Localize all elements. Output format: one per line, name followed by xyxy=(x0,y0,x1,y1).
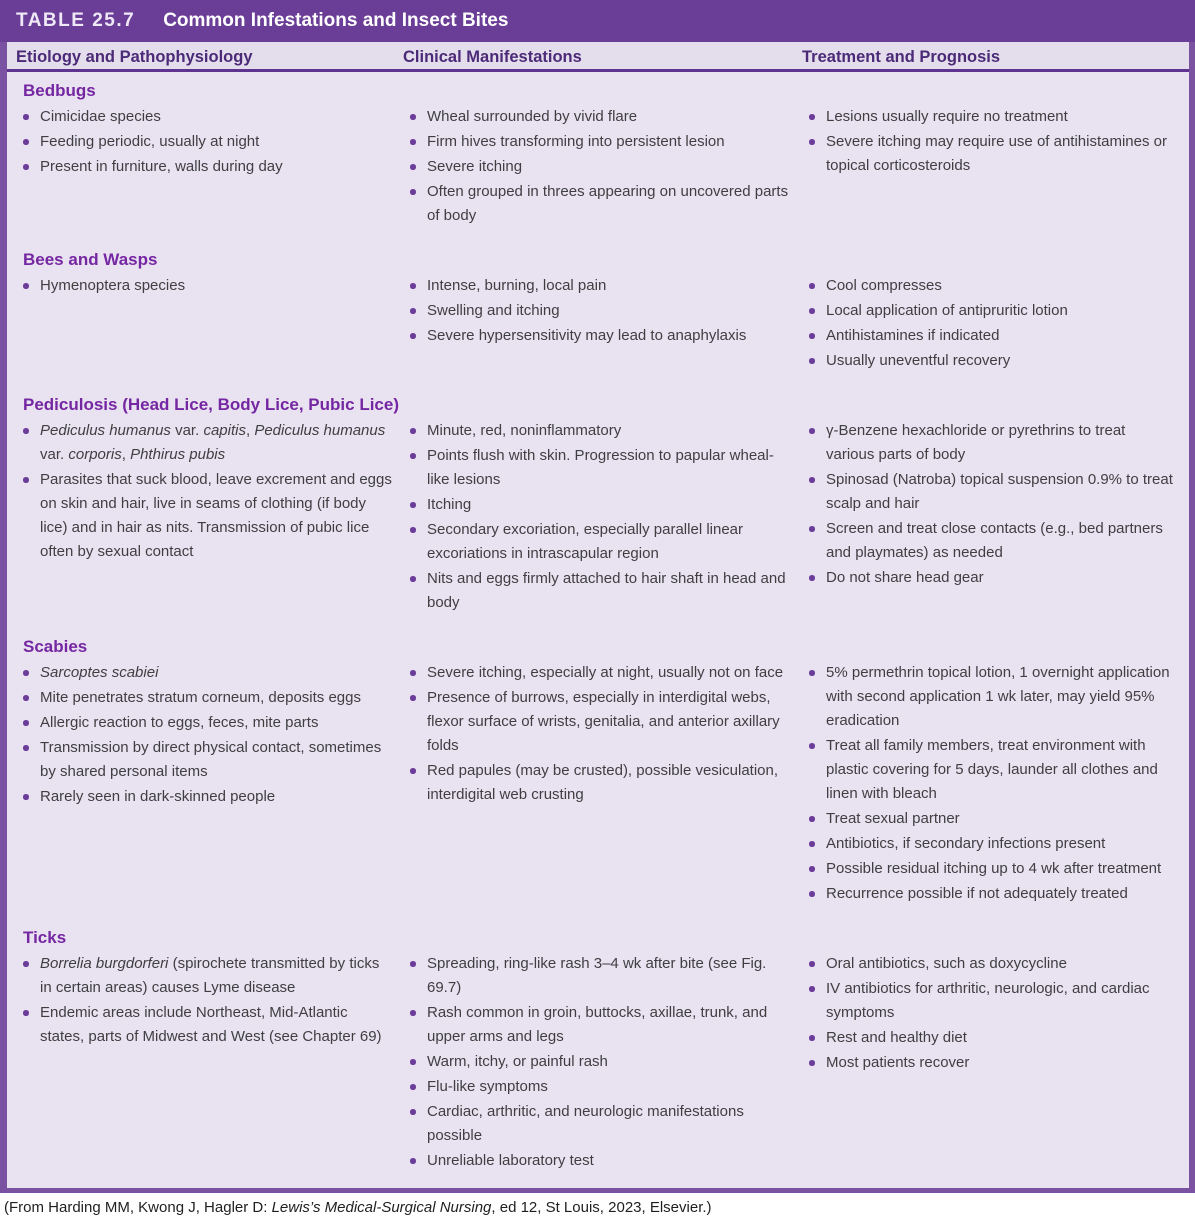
table-section xyxy=(16,927,1183,1174)
bullet-list xyxy=(802,274,1183,373)
cell-treatment xyxy=(802,419,1183,591)
section-heading: Pediculosis (Head Lice, Body Lice, Pubic Lice) xyxy=(23,395,399,414)
source-citation: (From Harding MM, Kwong J, Hagler D: Lewis’s Medical-Surgical Nursing, ed 12, St Louis, 2023, Elsevier.) xyxy=(0,1193,1195,1221)
bullet-item: Do not share head gear xyxy=(802,566,1183,590)
section-columns xyxy=(16,274,1183,374)
bullet-item: Intense, burning, local pain xyxy=(403,274,802,298)
table-label: TABLE 25.7 xyxy=(16,10,136,31)
bullet-item: Sarcoptes scabiei xyxy=(16,661,403,685)
bullet-item: Wheal surrounded by vivid flare xyxy=(403,105,802,129)
bullet-item: Cardiac, arthritic, and neurologic manifestations possible xyxy=(403,1100,802,1148)
table-section xyxy=(16,80,1183,229)
bullet-item: Antibiotics, if secondary infections present xyxy=(802,832,1183,856)
bullet-item: Warm, itchy, or painful rash xyxy=(403,1050,802,1074)
bullet-item: Itching xyxy=(403,493,802,517)
bullet-item: Oral antibiotics, such as doxycycline xyxy=(802,952,1183,976)
bullet-item: Severe itching may require use of antihistamines or topical corticosteroids xyxy=(802,130,1183,178)
bullet-item: Cimicidae species xyxy=(16,105,403,129)
bullet-item: Local application of antipruritic lotion xyxy=(802,299,1183,323)
bullet-item: Pediculus humanus var. capitis, Pediculus humanus var. corporis, Phthirus pubis xyxy=(16,419,403,467)
bullet-item: Cool compresses xyxy=(802,274,1183,298)
section-columns xyxy=(16,661,1183,907)
bullet-item: Lesions usually require no treatment xyxy=(802,105,1183,129)
column-header-clinical: Clinical Manifestations xyxy=(403,48,582,66)
bullet-list xyxy=(403,274,802,348)
table-title-bar xyxy=(0,0,1195,42)
bullet-list xyxy=(802,661,1183,906)
bullet-item: Feeding periodic, usually at night xyxy=(16,130,403,154)
bullet-item: Swelling and itching xyxy=(403,299,802,323)
bullet-item: Firm hives transforming into persistent lesion xyxy=(403,130,802,154)
bullet-list xyxy=(403,661,802,807)
column-header-treatment: Treatment and Prognosis xyxy=(802,48,1001,66)
bullet-item: Presence of burrows, especially in interdigital webs, flexor surface of wrists, genitalia, and anterior axillary folds xyxy=(403,686,802,758)
bullet-item: Transmission by direct physical contact, sometimes by shared personal items xyxy=(16,736,403,784)
table-title: Common Infestations and Insect Bites xyxy=(163,10,509,31)
bullet-list xyxy=(403,952,802,1173)
section-heading: Bees and Wasps xyxy=(23,250,158,269)
bullet-item: 5% permethrin topical lotion, 1 overnight application with second application 1 wk later, may yield 95% eradication xyxy=(802,661,1183,733)
bullet-list xyxy=(403,105,802,228)
table-section xyxy=(16,636,1183,907)
bullet-item: Severe itching, especially at night, usually not on face xyxy=(403,661,802,685)
bullet-item: Antihistamines if indicated xyxy=(802,324,1183,348)
bullet-item: Usually uneventful recovery xyxy=(802,349,1183,373)
bullet-item: Red papules (may be crusted), possible vesiculation, interdigital web crusting xyxy=(403,759,802,807)
bullet-item: Parasites that suck blood, leave excrement and eggs on skin and hair, live in seams of clothing (if body lice) and in hair as nits. Transmission of pubic lice often by sexual contact xyxy=(16,468,403,564)
cell-treatment xyxy=(802,661,1183,907)
bullet-item: Hymenoptera species xyxy=(16,274,403,298)
bullet-item: Rash common in groin, buttocks, axillae, trunk, and upper arms and legs xyxy=(403,1001,802,1049)
bullet-item: Spreading, ring-like rash 3–4 wk after bite (see Fig. 69.7) xyxy=(403,952,802,1000)
bullet-item: Minute, red, noninflammatory xyxy=(403,419,802,443)
bullet-list xyxy=(802,952,1183,1075)
bullet-item: IV antibiotics for arthritic, neurologic, and cardiac symptoms xyxy=(802,977,1183,1025)
column-header-etiology: Etiology and Pathophysiology xyxy=(16,48,253,66)
bullet-item: Rarely seen in dark-skinned people xyxy=(16,785,403,809)
bullet-item: γ-Benzene hexachloride or pyrethrins to treat various parts of body xyxy=(802,419,1183,467)
bullet-item: Mite penetrates stratum corneum, deposits eggs xyxy=(16,686,403,710)
bullet-list xyxy=(802,419,1183,590)
bullet-item: Treat sexual partner xyxy=(802,807,1183,831)
bullet-list xyxy=(403,419,802,615)
cell-etiology xyxy=(16,661,403,810)
bullet-item: Severe itching xyxy=(403,155,802,179)
bullet-item: Borrelia burgdorferi (spirochete transmitted by ticks in certain areas) causes Lyme disease xyxy=(16,952,403,1000)
cell-clinical xyxy=(403,274,802,349)
bullet-list xyxy=(16,419,403,564)
bullet-list xyxy=(16,105,403,179)
section-heading: Ticks xyxy=(23,928,67,947)
section-columns xyxy=(16,105,1183,229)
section-columns xyxy=(16,952,1183,1174)
bullet-item: Most patients recover xyxy=(802,1051,1183,1075)
bullet-item: Present in furniture, walls during day xyxy=(16,155,403,179)
cell-treatment xyxy=(802,105,1183,179)
table-section xyxy=(16,394,1183,616)
bullet-item: Nits and eggs firmly attached to hair shaft in head and body xyxy=(403,567,802,615)
section-heading: Scabies xyxy=(23,637,88,656)
bullet-item: Unreliable laboratory test xyxy=(403,1149,802,1173)
cell-clinical xyxy=(403,952,802,1174)
bullet-item: Secondary excoriation, especially parallel linear excoriations in intrascapular region xyxy=(403,518,802,566)
cell-etiology xyxy=(16,419,403,565)
bullet-list xyxy=(16,661,403,809)
column-header-row xyxy=(7,42,1189,72)
cell-etiology xyxy=(16,952,403,1050)
section-heading: Bedbugs xyxy=(23,81,96,100)
bullet-list xyxy=(16,952,403,1049)
bullet-item: Possible residual itching up to 4 wk after treatment xyxy=(802,857,1183,881)
bullet-item: Often grouped in threes appearing on uncovered parts of body xyxy=(403,180,802,228)
table-section xyxy=(16,249,1183,374)
cell-etiology xyxy=(16,274,403,299)
cell-etiology xyxy=(16,105,403,180)
bullet-item: Spinosad (Natroba) topical suspension 0.9% to treat scalp and hair xyxy=(802,468,1183,516)
cell-clinical xyxy=(403,105,802,229)
cell-clinical xyxy=(403,419,802,616)
bullet-item: Recurrence possible if not adequately treated xyxy=(802,882,1183,906)
bullet-item: Points flush with skin. Progression to papular wheal-like lesions xyxy=(403,444,802,492)
bullet-item: Treat all family members, treat environment with plastic covering for 5 days, launder all clothes and linen with bleach xyxy=(802,734,1183,806)
bullet-item: Flu-like symptoms xyxy=(403,1075,802,1099)
bullet-item: Rest and healthy diet xyxy=(802,1026,1183,1050)
section-columns xyxy=(16,419,1183,616)
cell-treatment xyxy=(802,274,1183,374)
bullet-item: Severe hypersensitivity may lead to anaphylaxis xyxy=(403,324,802,348)
cell-treatment xyxy=(802,952,1183,1076)
bullet-item: Allergic reaction to eggs, feces, mite parts xyxy=(16,711,403,735)
bullet-list xyxy=(16,274,403,298)
bullet-item: Screen and treat close contacts (e.g., bed partners and playmates) as needed xyxy=(802,517,1183,565)
bullet-list xyxy=(802,105,1183,178)
table-sections xyxy=(7,72,1189,1188)
cell-clinical xyxy=(403,661,802,808)
bullet-item: Endemic areas include Northeast, Mid-Atlantic states, parts of Midwest and West (see Chapter 69) xyxy=(16,1001,403,1049)
